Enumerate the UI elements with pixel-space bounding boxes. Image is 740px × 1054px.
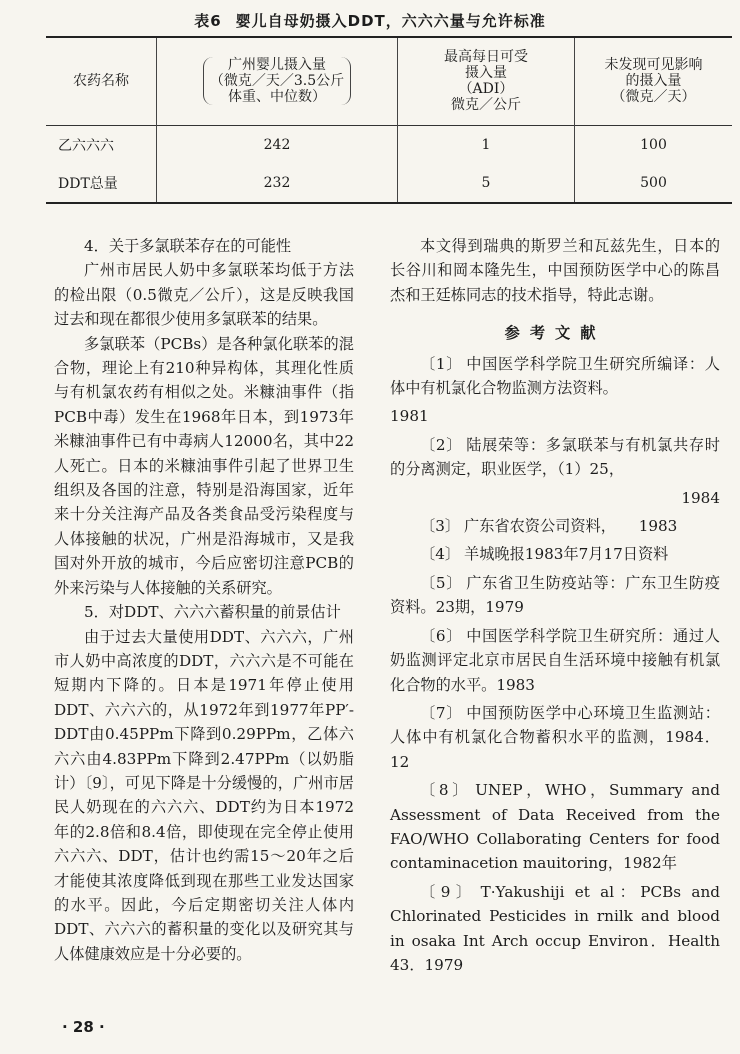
reference-item <box>390 542 720 566</box>
references-heading: 参考文献 <box>504 324 606 343</box>
reference-year: 1981 <box>390 407 429 426</box>
right-column <box>390 234 720 981</box>
reference-item <box>390 701 720 774</box>
reference-item <box>390 352 720 401</box>
header-name: 农药名称 <box>73 73 129 90</box>
row-intake: 242 <box>157 125 398 164</box>
reference-item <box>390 571 720 620</box>
row-intake: 232 <box>157 164 398 203</box>
reference-text: 陆展荣等：多氯联苯与有机氯共存时的分离测定，职业医学，（1）25， <box>390 435 720 479</box>
header-intake: 广州婴儿摄入量 （微克／天／3.5公斤 体重、中位数） <box>157 37 398 125</box>
reference-marker: 〔4〕 <box>420 545 461 564</box>
reference-text: UNEP，WHO，Summary and Assessment of Data Received from the FAO/WHO Collaborating Centers for food contaminacetion mauitoring，1982年 <box>390 781 720 873</box>
reference-text: 中国医学科学院卫生研究所编译：人体中有机氯化合物监测方法资料。 <box>390 354 720 398</box>
table-row <box>46 125 732 164</box>
reference-marker: 〔3〕 <box>420 517 461 536</box>
reference-text: 广东省农资公司资料， 1983 <box>464 517 678 536</box>
reference-marker: 〔9〕 <box>420 882 477 901</box>
reference-marker: 〔8〕 <box>420 781 472 800</box>
reference-item <box>390 624 720 697</box>
reference-text: T·Yakushiji et al：PCBs and Chlorinated Pesticides in rnilk and blood in osaka Int Arch occup Environ．Health 43．1979 <box>390 882 720 974</box>
reference-text: 中国预防医学中心环境卫生监测站：人体中有机氯化合物蓄积水平的监测，1984．12 <box>390 703 720 771</box>
table-title <box>0 10 740 31</box>
paragraph: 多氯联苯（PCBs）是各种氯化联苯的混合物，理论上有210种异构体，其理化性质与有机氯农药有相似之处。米糠油事件（指PCB中毒）发生在1968年日本，到1973年米糠油事件已有中毒病人12000名，其中22人死亡。日本的米糠油事件引起了世界卫生组织及各国的注意，特别是沿海国家，近年来十分关注海产品及各类食品受污染程度与人体接触的状况，广州是沿海城市，又是我国对外开放的城市，今后应密切注意PCB的外来污染与人体接触的关系研究。 <box>54 334 354 597</box>
reference-item <box>390 514 720 538</box>
page-number: · 28 · <box>62 1018 105 1036</box>
header-no-effect: 未发现可见影响 的摄入量 （微克／天） <box>575 37 733 125</box>
left-column <box>54 234 354 966</box>
references-list <box>390 352 720 978</box>
reference-text: 中国医学科学院卫生研究所：通过人奶监测评定北京市居民自生活环境中接触有机氯化合物的水平。1983 <box>390 626 720 694</box>
reference-text: 羊城晚报1983年7月17日资料 <box>464 545 669 564</box>
header-adi: 最高每日可受 摄入量 （ADI） 微克／公斤 <box>398 37 575 125</box>
reference-marker: 〔6〕 <box>420 626 463 645</box>
reference-marker: 〔7〕 <box>420 703 463 722</box>
table-header-row <box>46 37 732 125</box>
paragraph: 由于过去大量使用DDT、六六六，广州市人奶中高浓度的DDT，六六六是不可能在短期内下降的。日本是1971年停止使用DDT、六六六的，从1972年到1977年PP′-DDT由0.45PPm下降到0.29PPm，乙体六六六由4.83PPm下降到2.47PPm（以奶脂计）〔9〕，可见下降是十分缓慢的，广州市居民人奶现在的六六六、DDT约为日本1972年的2.8倍和8.4倍，即使现在完全停止使用六六六、DDT，估计也约需15～20年之后才能使其浓度降低到现在那些工业发达国家的水平。因此，今后定期密切关注人体内DDT、六六六的蓄积量的变化以及研究其与人体健康效应是十分必要的。 <box>54 627 354 963</box>
reference-item <box>390 778 720 876</box>
row-no-effect: 500 <box>575 164 733 203</box>
reference-marker: 〔2〕 <box>420 435 463 454</box>
table-number: 表6 <box>194 12 222 30</box>
row-name: 乙六六六 <box>58 137 114 154</box>
table-caption: 婴儿自母奶摄入DDT，六六六量与允许标准 <box>235 12 546 30</box>
row-name: DDT总量 <box>58 176 118 192</box>
reference-marker: 〔5〕 <box>420 573 463 592</box>
reference-item <box>390 433 720 482</box>
reference-year: 1984 <box>681 488 720 507</box>
row-adi: 5 <box>398 164 575 203</box>
reference-text: 广东省卫生防疫站等：广东卫生防疫资料。23期，1979 <box>390 573 720 617</box>
table-row <box>46 164 732 203</box>
row-adi: 1 <box>398 125 575 164</box>
paragraph: 广州市居民人奶中多氯联苯均低于方法的检出限（0.5微克／公斤），这是反映我国过去和现在都很少使用多氯联苯的结果。 <box>54 261 354 329</box>
row-no-effect: 100 <box>575 125 733 164</box>
section-heading-pcb: 4．关于多氯联苯存在的可能性 <box>84 237 292 255</box>
data-table <box>46 36 732 204</box>
acknowledgement: 本文得到瑞典的斯罗兰和瓦兹先生，日本的长谷川和岡本隆先生，中国预防医学中心的陈昌杰和王廷栋同志的技术指导，特此志谢。 <box>390 237 720 304</box>
reference-item <box>390 880 720 978</box>
reference-marker: 〔1〕 <box>420 354 463 373</box>
section-heading-estimate: 5．对DDT、六六六蓄积量的前景估计 <box>84 603 341 622</box>
